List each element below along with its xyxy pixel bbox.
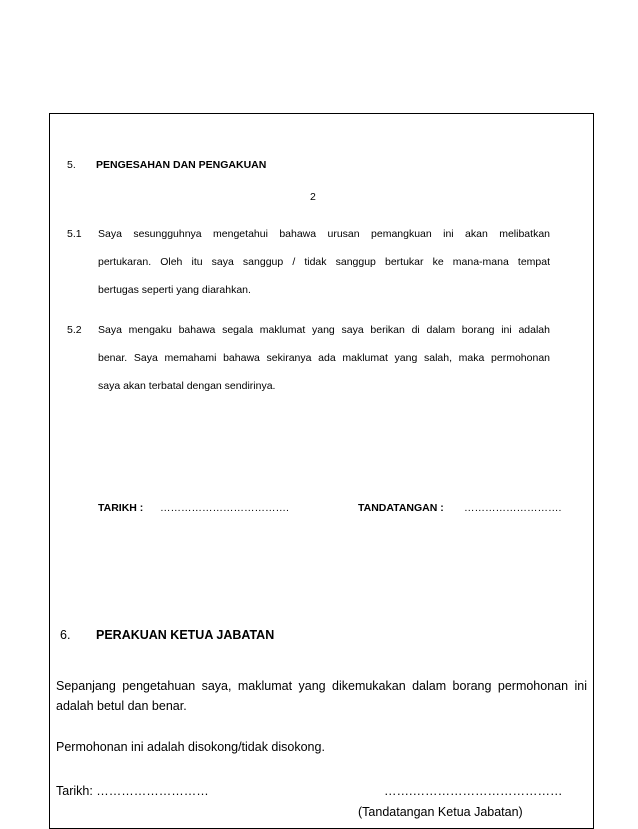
support-line: Permohonan ini adalah disokong/tidak disokong. [56,740,325,754]
item-5-2-line-2: benar. Saya memahami bahawa sekiranya ada maklumat yang salah, maka permohonan [98,352,550,364]
section5-heading: PENGESAHAN DAN PENGAKUAN [96,159,267,171]
item-5-2-number: 5.2 [67,324,82,336]
item-5-1-line-1: Saya sesungguhnya mengetahui bahawa urusan pemangkuan ini akan melibatkan [98,228,550,240]
head-date-field[interactable]: Tarikh: ……………………… [56,784,209,798]
section6-heading: PERAKUAN KETUA JABATAN [96,628,275,642]
section6-paragraph-line-2: adalah betul dan benar. [56,699,187,713]
signature-field[interactable]: ………………………. [464,502,562,514]
item-5-1-number: 5.1 [67,228,82,240]
date-label: TARIKH : [98,502,144,514]
form-frame [49,113,594,829]
head-signature-field[interactable]: …….……………………………… [384,784,563,798]
section6-number: 6. [60,628,71,642]
item-5-1-line-2: pertukaran. Oleh itu saya sanggup / tidak sanggup bertukar ke mana-mana tempat [98,256,550,268]
date-field[interactable]: ………………………………. [160,502,289,514]
page-number: 2 [310,191,316,203]
item-5-1-line-3: bertugas seperti yang diarahkan. [98,284,251,296]
section5-number: 5. [67,159,76,171]
item-5-2-line-3: saya akan terbatal dengan sendirinya. [98,380,276,392]
signature-label: TANDATANGAN : [358,502,444,514]
item-5-2-line-1: Saya mengaku bahawa segala maklumat yang saya berikan di dalam borang ini adalah [98,324,550,336]
section6-paragraph-line-1: Sepanjang pengetahuan saya, maklumat yang dikemukakan dalam borang permohonan ini [56,679,587,693]
head-signature-caption: (Tandatangan Ketua Jabatan) [358,805,523,819]
